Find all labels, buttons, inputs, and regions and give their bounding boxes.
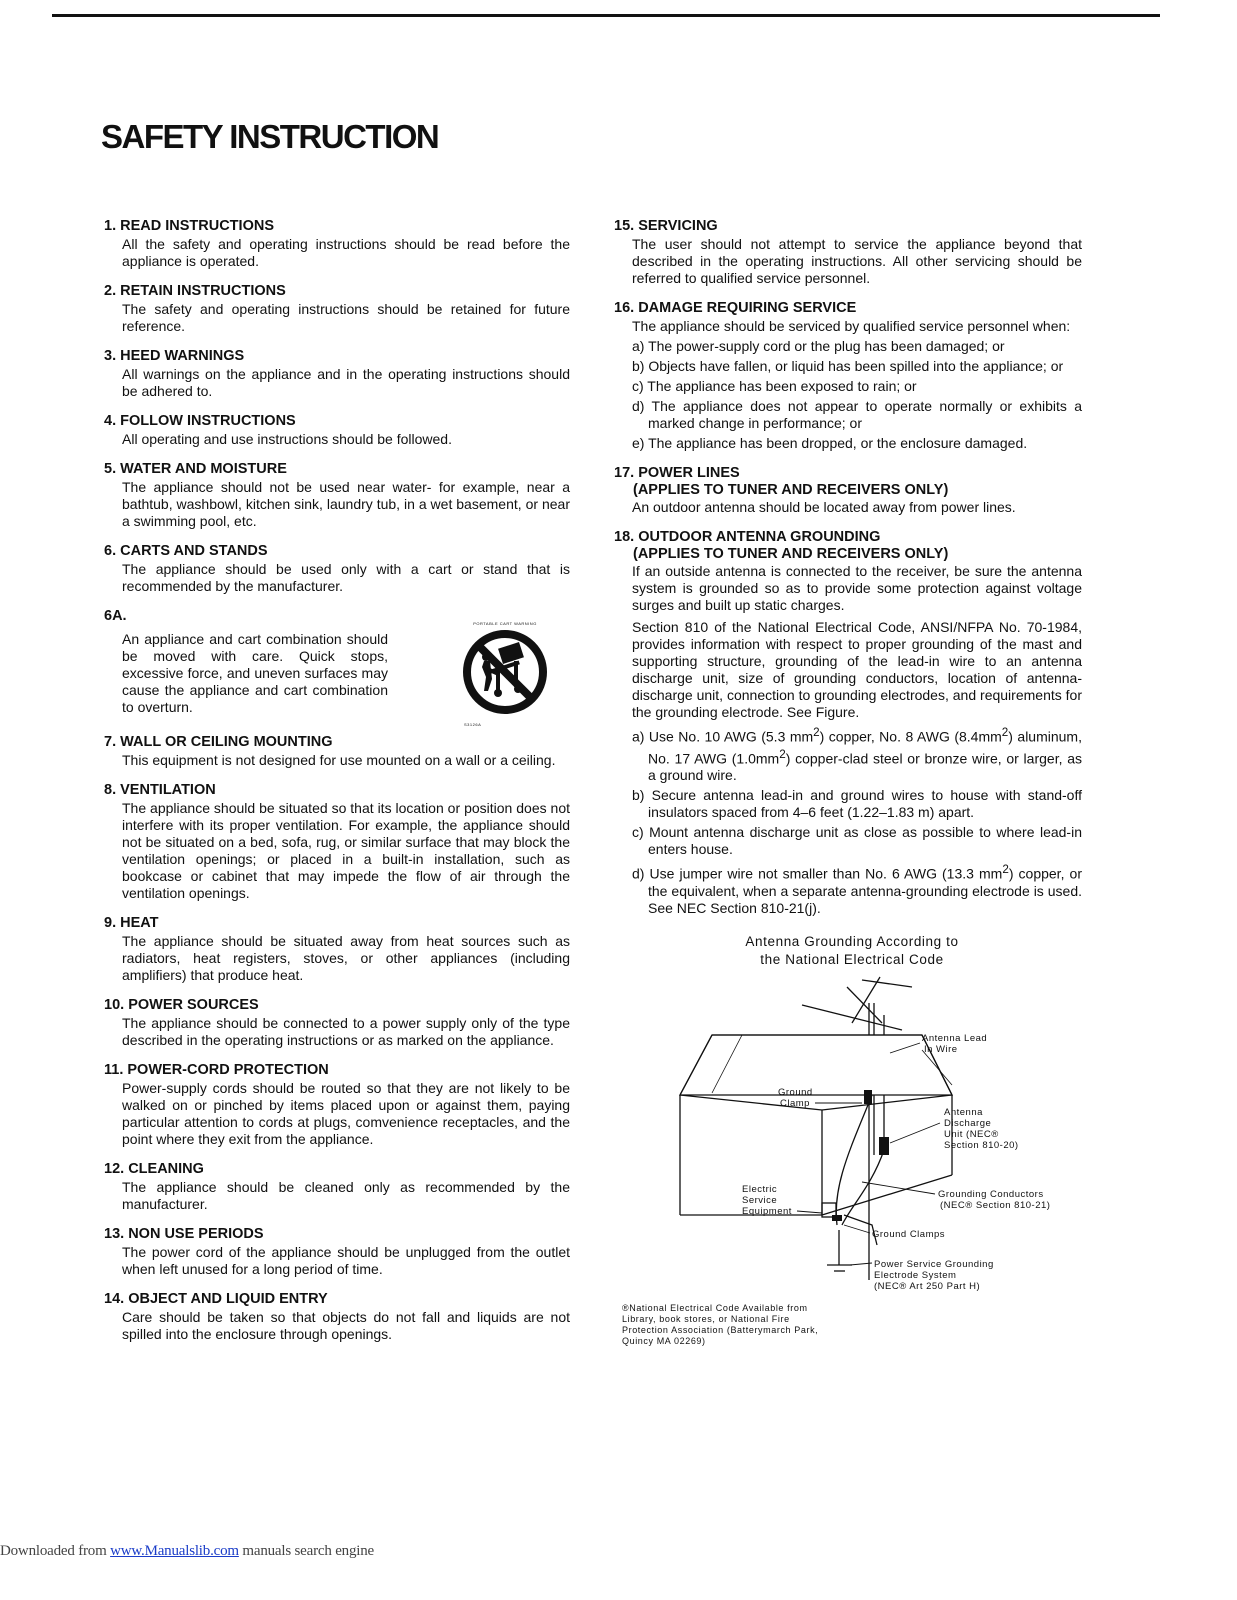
- label-electrode-2: Electrode System: [874, 1269, 957, 1281]
- section-title: HEED WARNINGS: [120, 348, 245, 364]
- right-column: [614, 218, 1082, 1347]
- section-number: 2.: [104, 283, 117, 299]
- section-18-number: 18.: [614, 529, 635, 545]
- list-item: c) The appliance has been exposed to rain; or: [632, 378, 917, 394]
- list-item: [632, 724, 1082, 784]
- label-discharge-3: Unit (NEC®: [944, 1128, 999, 1140]
- section-18-body-2: Section 810 of the National Electrical Code, ANSI/NFPA No. 70-1984, provides information with respect to proper grounding of the mast and supporting structure, grounding of the lead-in wire to an antenna discharge unit, size of grounding conductors, location of antenna-discharge unit, connection to grounding electrodes, and requirements for the grounding electrode. See Figure.: [632, 619, 1082, 720]
- section-17-number: 17.: [614, 465, 635, 481]
- figure-caption: [622, 933, 1082, 969]
- list-item: b) Objects have fallen, or liquid has been spilled into the appliance; or: [632, 358, 1064, 374]
- section-title: WALL OR CEILING MOUNTING: [120, 734, 333, 750]
- section-6a-number: 6A.: [104, 608, 127, 624]
- section-body: This equipment is not designed for use mounted on a wall or a ceiling.: [122, 752, 556, 768]
- item-a-text-3: ) aluminum, No. 17 AWG (1.0mm: [648, 728, 1082, 767]
- section-title: NON USE PERIODS: [128, 1226, 264, 1242]
- section-18-subtitle: (APPLIES TO TUNER AND RECEIVERS ONLY): [633, 546, 949, 562]
- section-1: [104, 218, 570, 270]
- label-ground-clamp-1: Ground: [778, 1086, 813, 1098]
- item-d-text-2: ) copper, or the equivalent, when a separate antenna-grounding electrode is used. See NEC Section 810-21(j).: [648, 865, 1082, 916]
- figure-caption-line-1: Antenna Grounding According to: [745, 933, 959, 949]
- section-6a: [104, 608, 570, 727]
- section-16-body: The appliance should be serviced by qualified service personnel when:: [632, 318, 1071, 334]
- section-11: [104, 1062, 570, 1148]
- section-16-list: [632, 338, 1082, 452]
- section-16: [614, 300, 1082, 452]
- top-rule: [52, 14, 1160, 17]
- item-a-text-4: ) copper-clad steel or bronze wire, or larger, as a ground wire.: [648, 750, 1083, 784]
- section-15-body: The user should not attempt to service the appliance beyond that described in the operating instructions. All other servicing should be referred to qualified service personnel.: [632, 236, 1082, 286]
- section-body: Care should be taken so that objects do not fall and liquids are not spilled into the enclosure through openings.: [122, 1309, 570, 1342]
- section-body: The appliance should be connected to a power supply only of the type described in the operating instructions or as marked on the appliance.: [122, 1015, 570, 1048]
- list-item: a) The power-supply cord or the plug has been damaged; or: [632, 338, 1005, 354]
- antenna-grounding-figure: [622, 933, 1082, 1347]
- section-8: [104, 782, 570, 902]
- section-body: The appliance should be situated so that its location or position does not interfere with its proper ventilation. For example, the appliance should not be situated on a bed, sofa, rug, or similar surface that may block the ventilation openings; or placed in a built-in installation, such as bookcase or cabinet that may impede the flow of air through the ventilation openings.: [122, 800, 570, 901]
- cart-tipping-icon: [460, 627, 550, 717]
- label-discharge-1: Antenna: [944, 1106, 983, 1118]
- section-body: All warnings on the appliance and in the operating instructions should be adhered to.: [122, 366, 570, 399]
- section-number: 5.: [104, 461, 117, 477]
- section-16-number: 16.: [614, 300, 635, 316]
- section-body: The safety and operating instructions should be retained for future reference.: [122, 301, 570, 334]
- label-electrode-3: (NEC® Art 250 Part H): [874, 1280, 981, 1292]
- section-15: [614, 218, 1082, 287]
- list-item: d) The appliance does not appear to operate normally or exhibits a marked change in performance; or: [632, 398, 1082, 431]
- section-title: CARTS AND STANDS: [120, 543, 268, 559]
- label-antenna-lead-1: Antenna Lead: [922, 1032, 988, 1044]
- section-number: 7.: [104, 734, 117, 750]
- section-13: [104, 1226, 570, 1278]
- page-title: SAFETY INSTRUCTION: [101, 118, 439, 155]
- item-a-text-2: ) copper, No. 8 AWG (8.4mm: [819, 728, 1002, 745]
- section-body: The appliance should be situated away from heat sources such as radiators, heat registers, stoves, or other appliances (including amplifiers) that produce heat.: [122, 933, 570, 983]
- section-18-list: [632, 724, 1082, 917]
- section-number: 6.: [104, 543, 117, 559]
- label-conductors-1: Grounding Conductors: [938, 1188, 1044, 1200]
- section-number: 14.: [104, 1291, 125, 1307]
- section-number: 1.: [104, 218, 117, 234]
- item-d-text-1: d) Use jumper wire not smaller than No. 6 AWG (13.3 mm: [632, 865, 1003, 882]
- cart-warning-code: S3126A: [464, 722, 482, 727]
- section-title: VENTILATION: [120, 782, 216, 798]
- label-electric-1: Electric: [742, 1183, 778, 1195]
- item-a-sup-1: 2: [813, 726, 820, 739]
- label-ground-clamp-2: Clamp: [780, 1097, 810, 1109]
- section-number: 13.: [104, 1226, 125, 1242]
- section-6a-body: An appliance and cart combination should be moved with care. Quick stops, excessive force, and uneven surfaces may cause the appliance and cart combination to overturn.: [122, 631, 388, 715]
- manualslib-link[interactable]: www.Manualslib.com: [110, 1543, 239, 1559]
- label-ground-clamps: Ground Clamps: [872, 1228, 946, 1240]
- label-electric-3: Equipment: [742, 1205, 792, 1217]
- section-17-body: An outdoor antenna should be located away from power lines.: [632, 499, 1016, 515]
- footer: [0, 1543, 374, 1560]
- item-a-sup-2: 2: [1001, 726, 1009, 739]
- section-18-body-1: If an outside antenna is connected to the receiver, be sure the antenna system is grounded so as to provide some protection against voltage surges and built up static charges.: [632, 563, 1082, 613]
- footer-prefix: Downloaded from: [0, 1543, 111, 1559]
- label-discharge-2: Discharge: [944, 1117, 992, 1129]
- section-9: [104, 915, 570, 984]
- label-conductors-2: (NEC® Section 810-21): [940, 1199, 1051, 1211]
- section-4: [104, 413, 570, 448]
- section-body: The appliance should be cleaned only as recommended by the manufacturer.: [122, 1179, 570, 1212]
- antenna-grounding-diagram: [622, 975, 1082, 1305]
- section-title: FOLLOW INSTRUCTIONS: [120, 413, 296, 429]
- section-number: 11.: [104, 1062, 124, 1078]
- section-body: All operating and use instructions should be followed.: [122, 431, 452, 447]
- section-17: [614, 465, 1082, 516]
- section-number: 9.: [104, 915, 117, 931]
- figure-caption-line-2: the National Electrical Code: [760, 951, 944, 967]
- section-7: [104, 734, 570, 769]
- section-17-subtitle: (APPLIES TO TUNER AND RECEIVERS ONLY): [633, 482, 949, 498]
- section-title: POWER SOURCES: [128, 997, 259, 1013]
- section-body: The power cord of the appliance should be unplugged from the outlet when left unused for a long period of time.: [122, 1244, 570, 1277]
- section-number: 12.: [104, 1161, 125, 1177]
- label-electrode-1: Power Service Grounding: [874, 1258, 994, 1270]
- section-title: RETAIN INSTRUCTIONS: [120, 283, 286, 299]
- cart-warning-caption: PORTABLE CART WARNING: [473, 621, 537, 626]
- section-title: CLEANING: [128, 1161, 204, 1177]
- section-18-title: OUTDOOR ANTENNA GROUNDING: [638, 529, 881, 545]
- label-antenna-lead-2: In Wire: [924, 1043, 958, 1055]
- section-14: [104, 1291, 570, 1343]
- section-number: 8.: [104, 782, 117, 798]
- section-18: [614, 529, 1082, 917]
- section-title: READ INSTRUCTIONS: [120, 218, 274, 234]
- section-title: POWER-CORD PROTECTION: [127, 1062, 329, 1078]
- section-6: [104, 543, 570, 595]
- section-2: [104, 283, 570, 335]
- label-electric-2: Service: [742, 1194, 778, 1206]
- section-body: All the safety and operating instructions should be read before the appliance is operated.: [122, 236, 570, 269]
- section-5: [104, 461, 570, 530]
- item-a-text-1: a) Use No. 10 AWG (5.3 mm: [632, 728, 814, 745]
- section-number: 3.: [104, 348, 117, 364]
- section-title: HEAT: [120, 915, 159, 931]
- section-body: Power-supply cords should be routed so that they are not likely to be walked on or pinched by items placed upon or against them, paying particular attention to cords at plugs, comvenience receptacles, and the point where they exit from the appliance.: [122, 1080, 570, 1147]
- section-body: The appliance should not be used near water- for example, near a bathtub, washbowl, kitchen sink, laundry tub, in a wet basement, or near a swimming pool, etc.: [122, 479, 570, 529]
- section-number: 10.: [104, 997, 125, 1013]
- list-item: c) Mount antenna discharge unit as close as possible to where lead-in enters house.: [632, 824, 1082, 858]
- section-15-title: SERVICING: [638, 218, 718, 234]
- item-a-sup-3: 2: [779, 747, 786, 761]
- section-body: The appliance should be used only with a cart or stand that is recommended by the manufacturer.: [122, 561, 570, 594]
- list-item: e) The appliance has been dropped, or the enclosure damaged.: [632, 435, 1028, 451]
- section-10: [104, 997, 570, 1049]
- figure-note: ®National Electrical Code Available from Library, book stores, or National Fire Protection Association (Batterymarch Park, Quincy MA 02269): [622, 1302, 819, 1346]
- section-title: WATER AND MOISTURE: [120, 461, 287, 477]
- list-item: [632, 861, 1082, 917]
- section-16-title: DAMAGE REQUIRING SERVICE: [638, 300, 857, 316]
- cart-warning-figure: [460, 621, 550, 727]
- label-discharge-4: Section 810-20): [944, 1139, 1019, 1151]
- section-title: OBJECT AND LIQUID ENTRY: [128, 1291, 328, 1307]
- item-d-sup: 2: [1002, 863, 1009, 877]
- section-3: [104, 348, 570, 400]
- section-17-title: POWER LINES: [638, 465, 740, 481]
- section-number: 4.: [104, 413, 117, 429]
- list-item: b) Secure antenna lead-in and ground wires to house with stand-off insulators spaced from 4–6 feet (1.22–1.83 m) apart.: [632, 787, 1082, 821]
- section-15-number: 15.: [614, 218, 635, 234]
- footer-suffix: manuals search engine: [238, 1543, 374, 1559]
- left-column: [104, 218, 570, 1356]
- section-12: [104, 1161, 570, 1213]
